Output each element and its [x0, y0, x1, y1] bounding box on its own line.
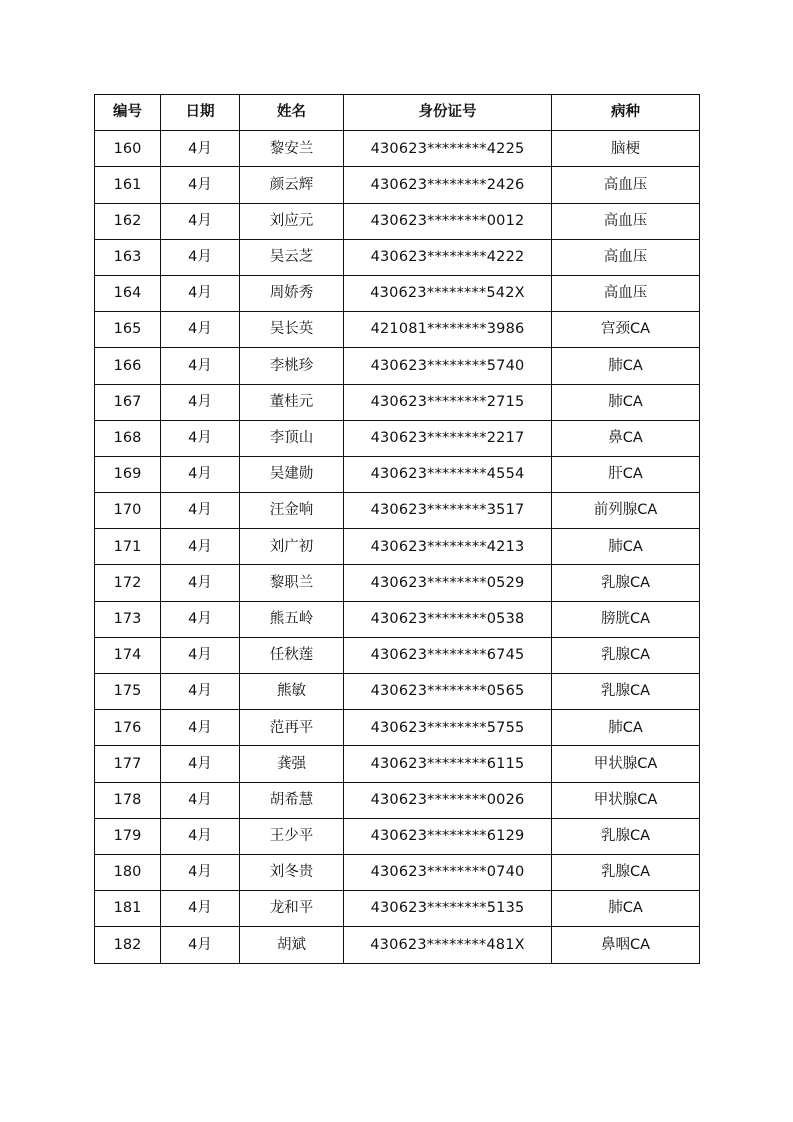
- cell-id-number: 430623********5755: [344, 710, 552, 746]
- cell-disease: 鼻CA: [552, 420, 700, 456]
- header-name: 姓名: [240, 95, 344, 131]
- table-row: [95, 818, 700, 854]
- cell-disease: 宫颈CA: [552, 312, 700, 348]
- cell-id-number: 430623********3517: [344, 493, 552, 529]
- cell-id-number: 421081********3986: [344, 312, 552, 348]
- cell-date: 4月: [161, 456, 240, 492]
- cell-number: 165: [95, 312, 161, 348]
- cell-date: 4月: [161, 891, 240, 927]
- cell-id-number: 430623********0529: [344, 565, 552, 601]
- cell-id-number: 430623********0538: [344, 601, 552, 637]
- cell-name: 吴长英: [240, 312, 344, 348]
- cell-date: 4月: [161, 565, 240, 601]
- cell-id-number: 430623********0026: [344, 782, 552, 818]
- cell-number: 172: [95, 565, 161, 601]
- cell-disease: 乳腺CA: [552, 674, 700, 710]
- cell-name: 熊敏: [240, 674, 344, 710]
- cell-id-number: 430623********4213: [344, 529, 552, 565]
- cell-number: 180: [95, 854, 161, 890]
- cell-number: 176: [95, 710, 161, 746]
- cell-disease: 甲状腺CA: [552, 782, 700, 818]
- cell-name: 任秋莲: [240, 637, 344, 673]
- cell-number: 162: [95, 203, 161, 239]
- cell-name: 汪金响: [240, 493, 344, 529]
- table-row: [95, 891, 700, 927]
- table-row: [95, 384, 700, 420]
- cell-disease: 高血压: [552, 275, 700, 311]
- table-row: [95, 167, 700, 203]
- table-row: [95, 710, 700, 746]
- table-header: [95, 95, 700, 131]
- cell-disease: 鼻咽CA: [552, 927, 700, 963]
- cell-date: 4月: [161, 710, 240, 746]
- cell-id-number: 430623********2217: [344, 420, 552, 456]
- cell-date: 4月: [161, 601, 240, 637]
- cell-name: 胡斌: [240, 927, 344, 963]
- cell-name: 董桂元: [240, 384, 344, 420]
- cell-date: 4月: [161, 167, 240, 203]
- cell-disease: 前列腺CA: [552, 493, 700, 529]
- cell-disease: 乳腺CA: [552, 637, 700, 673]
- cell-id-number: 430623********0565: [344, 674, 552, 710]
- cell-number: 173: [95, 601, 161, 637]
- cell-number: 175: [95, 674, 161, 710]
- header-number: 编号: [95, 95, 161, 131]
- cell-date: 4月: [161, 312, 240, 348]
- cell-id-number: 430623********5740: [344, 348, 552, 384]
- cell-number: 166: [95, 348, 161, 384]
- cell-disease: 膀胱CA: [552, 601, 700, 637]
- cell-name: 王少平: [240, 818, 344, 854]
- cell-date: 4月: [161, 420, 240, 456]
- cell-id-number: 430623********6745: [344, 637, 552, 673]
- cell-name: 龚强: [240, 746, 344, 782]
- cell-date: 4月: [161, 637, 240, 673]
- cell-id-number: 430623********6115: [344, 746, 552, 782]
- cell-date: 4月: [161, 203, 240, 239]
- cell-date: 4月: [161, 348, 240, 384]
- cell-name: 吴建勋: [240, 456, 344, 492]
- cell-name: 李顶山: [240, 420, 344, 456]
- table-row: [95, 203, 700, 239]
- cell-number: 174: [95, 637, 161, 673]
- cell-id-number: 430623********481X: [344, 927, 552, 963]
- cell-disease: 脑梗: [552, 131, 700, 167]
- cell-date: 4月: [161, 927, 240, 963]
- table-row: [95, 927, 700, 963]
- cell-name: 胡希慧: [240, 782, 344, 818]
- cell-disease: 肺CA: [552, 384, 700, 420]
- cell-date: 4月: [161, 782, 240, 818]
- cell-name: 刘广初: [240, 529, 344, 565]
- table-row: [95, 674, 700, 710]
- table-row: [95, 746, 700, 782]
- cell-disease: 肝CA: [552, 456, 700, 492]
- table-row: [95, 637, 700, 673]
- cell-number: 167: [95, 384, 161, 420]
- header-disease: 病种: [552, 95, 700, 131]
- patient-table: [94, 94, 700, 964]
- table-row: [95, 348, 700, 384]
- cell-date: 4月: [161, 239, 240, 275]
- table-row: [95, 131, 700, 167]
- cell-date: 4月: [161, 529, 240, 565]
- table-body: [95, 131, 700, 963]
- cell-name: 刘冬贵: [240, 854, 344, 890]
- cell-disease: 高血压: [552, 239, 700, 275]
- cell-id-number: 430623********0740: [344, 854, 552, 890]
- table-row: [95, 456, 700, 492]
- cell-name: 刘应元: [240, 203, 344, 239]
- cell-number: 179: [95, 818, 161, 854]
- cell-id-number: 430623********0012: [344, 203, 552, 239]
- cell-number: 181: [95, 891, 161, 927]
- cell-name: 颜云辉: [240, 167, 344, 203]
- cell-id-number: 430623********4554: [344, 456, 552, 492]
- cell-name: 李桃珍: [240, 348, 344, 384]
- cell-name: 吴云芝: [240, 239, 344, 275]
- table-row: [95, 420, 700, 456]
- cell-number: 171: [95, 529, 161, 565]
- cell-disease: 高血压: [552, 203, 700, 239]
- cell-number: 160: [95, 131, 161, 167]
- cell-number: 169: [95, 456, 161, 492]
- cell-disease: 肺CA: [552, 710, 700, 746]
- cell-name: 黎安兰: [240, 131, 344, 167]
- cell-name: 龙和平: [240, 891, 344, 927]
- table-row: [95, 854, 700, 890]
- cell-name: 范再平: [240, 710, 344, 746]
- table-row: [95, 782, 700, 818]
- cell-disease: 肺CA: [552, 529, 700, 565]
- table-row: [95, 529, 700, 565]
- cell-disease: 甲状腺CA: [552, 746, 700, 782]
- cell-id-number: 430623********2426: [344, 167, 552, 203]
- header-date: 日期: [161, 95, 240, 131]
- cell-id-number: 430623********4222: [344, 239, 552, 275]
- cell-date: 4月: [161, 275, 240, 311]
- document-page: [94, 94, 699, 964]
- table-row: [95, 239, 700, 275]
- table-row: [95, 493, 700, 529]
- cell-name: 黎职兰: [240, 565, 344, 601]
- cell-id-number: 430623********542X: [344, 275, 552, 311]
- cell-name: 熊五岭: [240, 601, 344, 637]
- cell-id-number: 430623********6129: [344, 818, 552, 854]
- cell-disease: 乳腺CA: [552, 565, 700, 601]
- cell-id-number: 430623********5135: [344, 891, 552, 927]
- cell-number: 178: [95, 782, 161, 818]
- cell-date: 4月: [161, 384, 240, 420]
- table-row: [95, 565, 700, 601]
- cell-number: 177: [95, 746, 161, 782]
- header-row: [95, 95, 700, 131]
- cell-id-number: 430623********4225: [344, 131, 552, 167]
- cell-disease: 乳腺CA: [552, 818, 700, 854]
- cell-number: 182: [95, 927, 161, 963]
- cell-date: 4月: [161, 131, 240, 167]
- cell-date: 4月: [161, 746, 240, 782]
- cell-number: 164: [95, 275, 161, 311]
- cell-disease: 肺CA: [552, 891, 700, 927]
- cell-date: 4月: [161, 674, 240, 710]
- cell-name: 周娇秀: [240, 275, 344, 311]
- cell-number: 168: [95, 420, 161, 456]
- cell-disease: 肺CA: [552, 348, 700, 384]
- cell-disease: 高血压: [552, 167, 700, 203]
- cell-date: 4月: [161, 493, 240, 529]
- cell-disease: 乳腺CA: [552, 854, 700, 890]
- table-row: [95, 601, 700, 637]
- cell-number: 163: [95, 239, 161, 275]
- cell-number: 161: [95, 167, 161, 203]
- cell-date: 4月: [161, 818, 240, 854]
- table-row: [95, 312, 700, 348]
- header-id-number: 身份证号: [344, 95, 552, 131]
- table-row: [95, 275, 700, 311]
- cell-date: 4月: [161, 854, 240, 890]
- cell-id-number: 430623********2715: [344, 384, 552, 420]
- cell-number: 170: [95, 493, 161, 529]
